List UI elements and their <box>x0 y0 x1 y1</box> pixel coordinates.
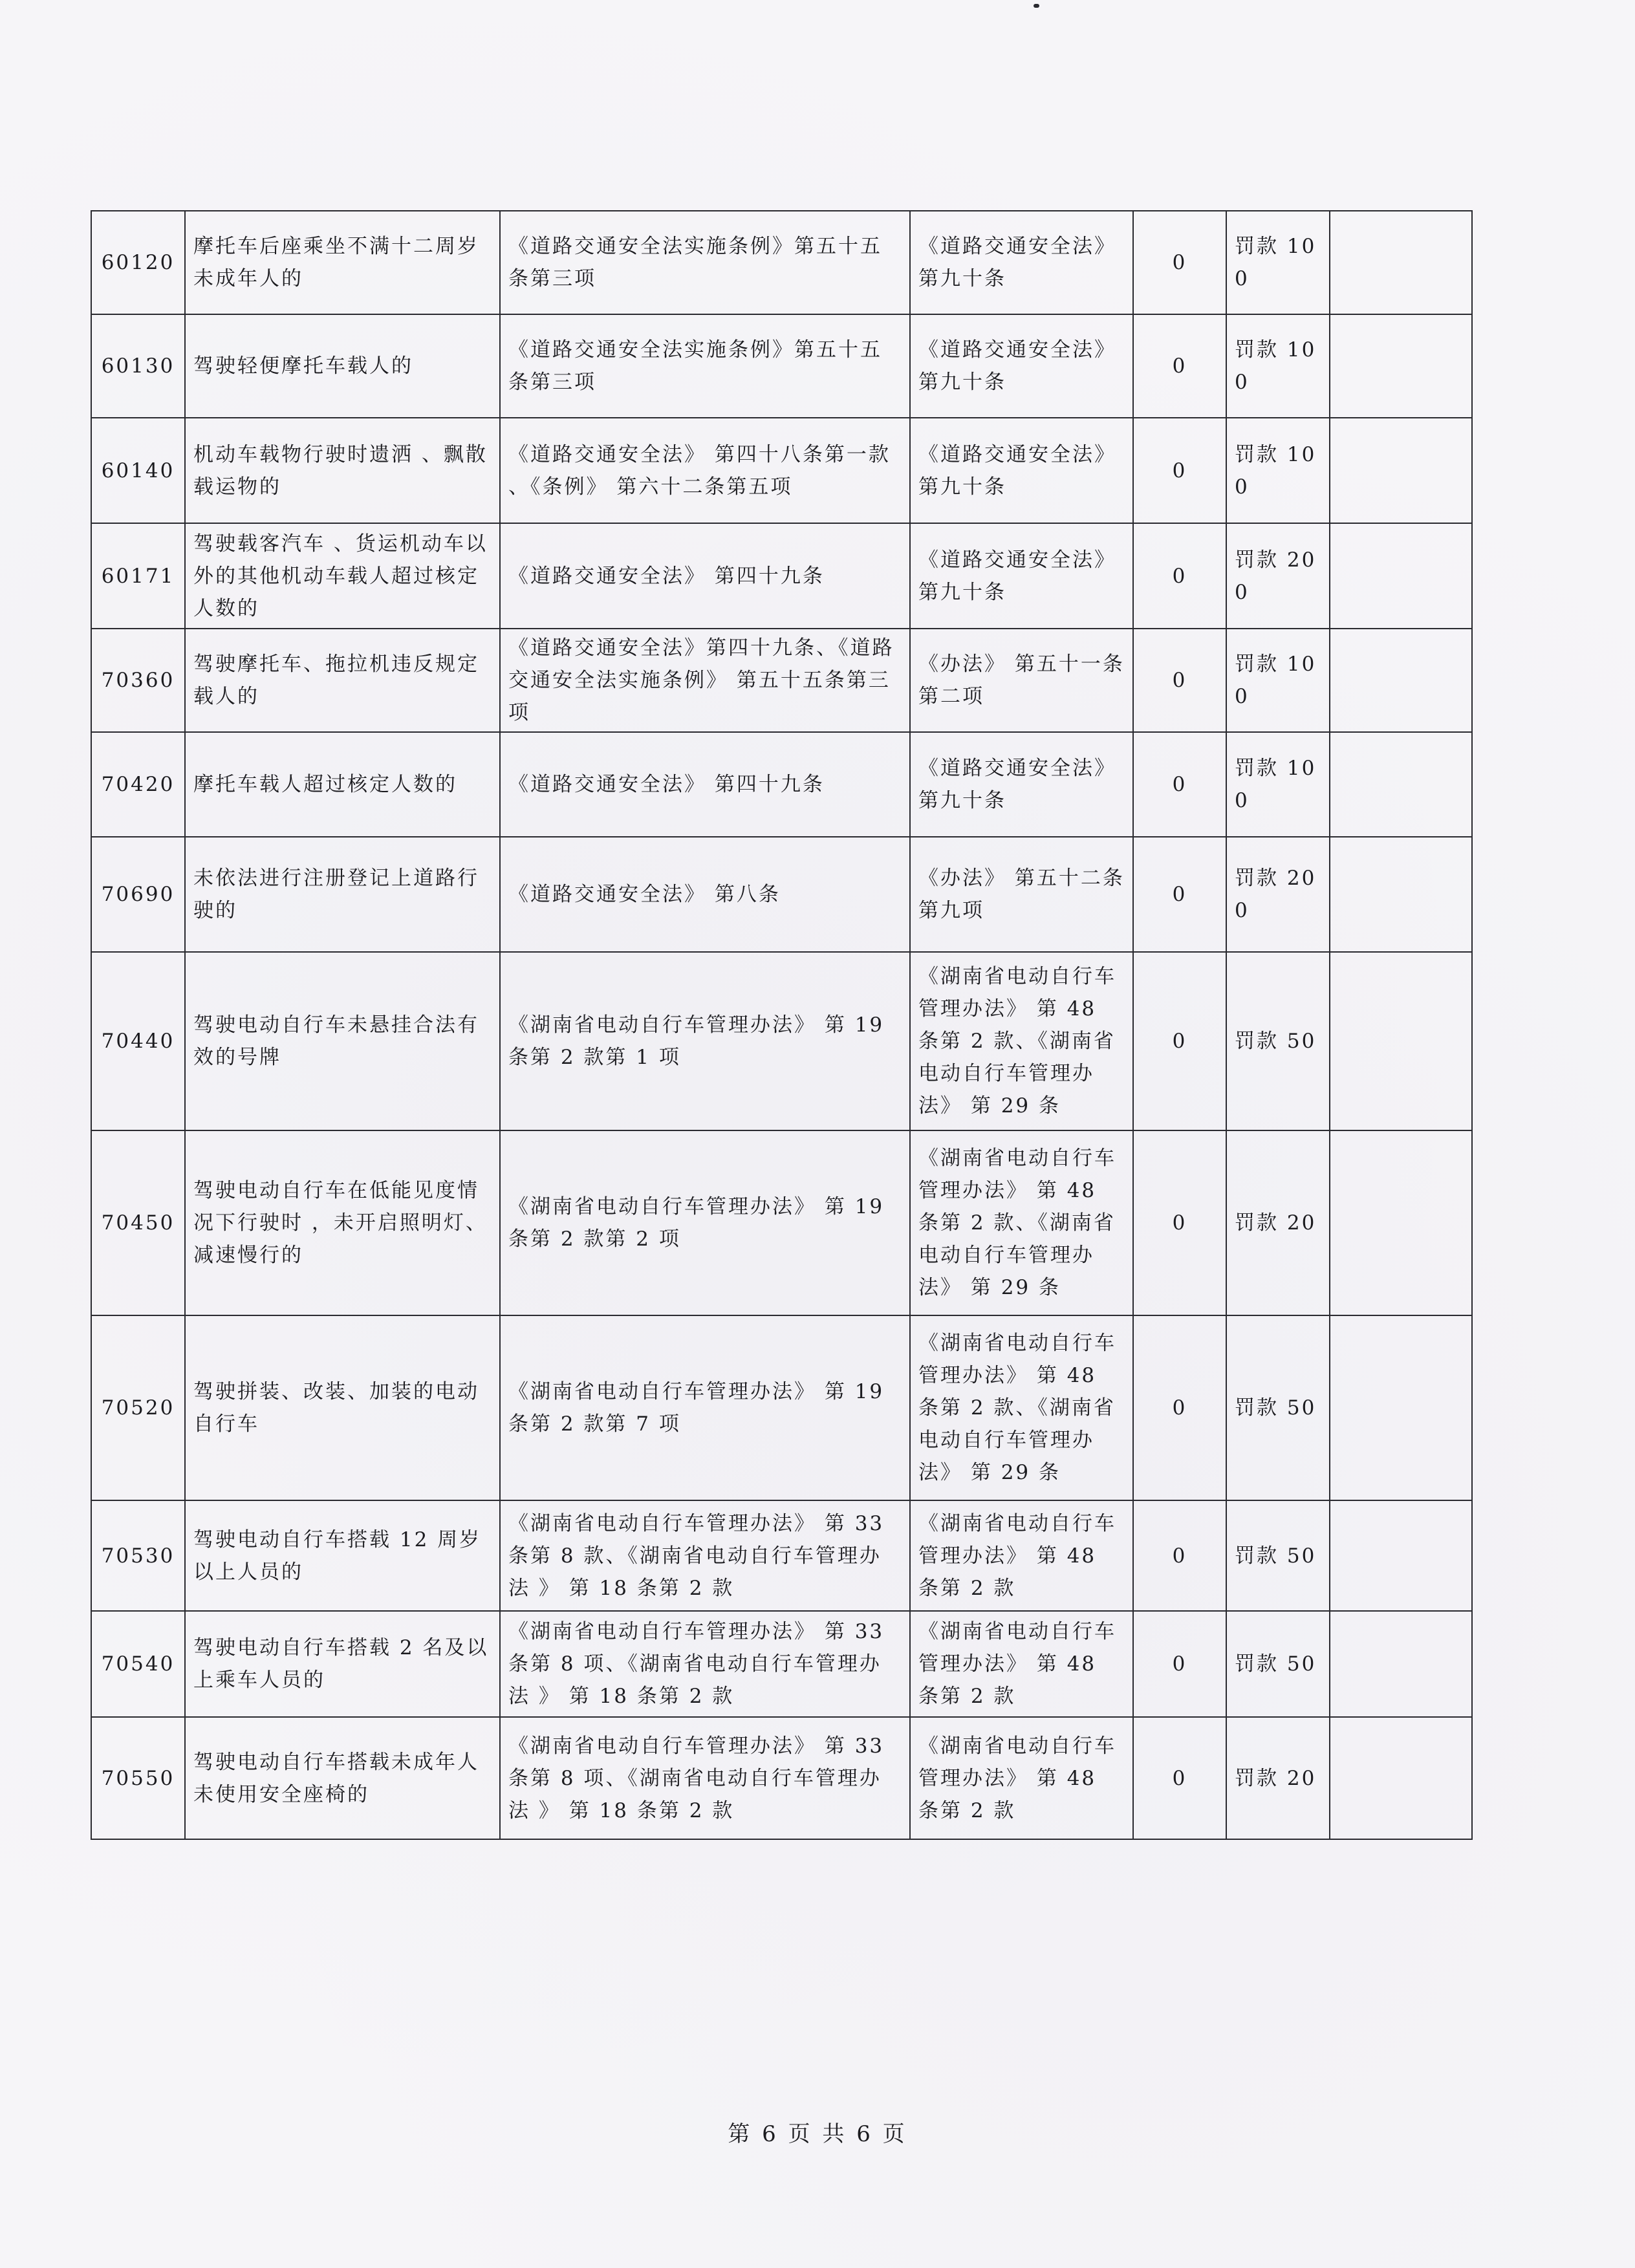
fine-amount: 罚款 200 <box>1226 523 1330 629</box>
violation-basis: 《湖南省电动自行车管理办法》 第 19 条第 2 款第 2 项 <box>500 1130 910 1315</box>
violation-code: 60171 <box>91 523 185 629</box>
fine-amount: 罚款 20 <box>1226 1130 1330 1315</box>
fine-amount: 罚款 50 <box>1226 1500 1330 1611</box>
violation-code: 60130 <box>91 314 185 418</box>
penalty-basis: 《湖南省电动自行车管理办法》 第 48 条第 2 款、《湖南省电动自行车管理办法》 第 29 条 <box>910 1315 1133 1500</box>
violation-basis: 《道路交通安全法》 第四十九条 <box>500 523 910 629</box>
violation-basis: 《湖南省电动自行车管理办法》 第 33 条第 8 项、《湖南省电动自行车管理办法 》 第 18 条第 2 款 <box>500 1717 910 1839</box>
penalty-basis: 《湖南省电动自行车管理办法》 第 48 条第 2 款 <box>910 1500 1133 1611</box>
table-row <box>91 1130 1472 1315</box>
violation-description: 机动车载物行驶时遗洒 、飘散载运物的 <box>185 418 500 523</box>
table-row <box>91 1611 1472 1717</box>
violation-description: 驾驶摩托车、拖拉机违反规定载人的 <box>185 629 500 732</box>
violation-description: 驾驶拼装、改装、加装的电动自行车 <box>185 1315 500 1500</box>
penalty-points: 0 <box>1133 1717 1226 1839</box>
table-row <box>91 1500 1472 1611</box>
fine-amount: 罚款 20 <box>1226 1717 1330 1839</box>
violation-code: 60120 <box>91 211 185 314</box>
remark-cell <box>1330 314 1472 418</box>
penalty-points: 0 <box>1133 523 1226 629</box>
penalty-points: 0 <box>1133 837 1226 952</box>
violation-code: 70540 <box>91 1611 185 1717</box>
remark-cell <box>1330 523 1472 629</box>
fine-amount: 罚款 50 <box>1226 1315 1330 1500</box>
penalty-basis: 《湖南省电动自行车管理办法》 第 48 条第 2 款 <box>910 1611 1133 1717</box>
table-row <box>91 732 1472 837</box>
fine-amount: 罚款 100 <box>1226 732 1330 837</box>
penalty-points: 0 <box>1133 952 1226 1130</box>
fine-amount: 罚款 50 <box>1226 1611 1330 1717</box>
table-row <box>91 952 1472 1130</box>
violation-basis: 《湖南省电动自行车管理办法》 第 33 条第 8 款、《湖南省电动自行车管理办法 》 第 18 条第 2 款 <box>500 1500 910 1611</box>
remark-cell <box>1330 732 1472 837</box>
violation-description: 摩托车载人超过核定人数的 <box>185 732 500 837</box>
fine-amount: 罚款 100 <box>1226 211 1330 314</box>
fine-amount: 罚款 50 <box>1226 952 1330 1130</box>
penalty-points: 0 <box>1133 211 1226 314</box>
violation-basis: 《道路交通安全法实施条例》第五十五条第三项 <box>500 314 910 418</box>
scan-speck-mark <box>1034 4 1039 8</box>
violation-description: 未依法进行注册登记上道路行驶的 <box>185 837 500 952</box>
fine-amount: 罚款 100 <box>1226 418 1330 523</box>
penalty-basis: 《道路交通安全法》第九十条 <box>910 418 1133 523</box>
table-row <box>91 418 1472 523</box>
violation-basis: 《湖南省电动自行车管理办法》 第 33 条第 8 项、《湖南省电动自行车管理办法 》 第 18 条第 2 款 <box>500 1611 910 1717</box>
violation-code: 70450 <box>91 1130 185 1315</box>
penalty-basis: 《道路交通安全法》第九十条 <box>910 732 1133 837</box>
penalty-points: 0 <box>1133 1500 1226 1611</box>
table-row <box>91 314 1472 418</box>
violation-basis: 《道路交通安全法》 第八条 <box>500 837 910 952</box>
violation-description: 驾驶电动自行车未悬挂合法有效的号牌 <box>185 952 500 1130</box>
violation-table <box>91 210 1473 1840</box>
penalty-points: 0 <box>1133 418 1226 523</box>
violation-code: 70530 <box>91 1500 185 1611</box>
penalty-points: 0 <box>1133 629 1226 732</box>
remark-cell <box>1330 1611 1472 1717</box>
violation-code: 70520 <box>91 1315 185 1500</box>
violation-description: 驾驶电动自行车搭载未成年人未使用安全座椅的 <box>185 1717 500 1839</box>
penalty-basis: 《道路交通安全法》第九十条 <box>910 314 1133 418</box>
remark-cell <box>1330 837 1472 952</box>
remark-cell <box>1330 211 1472 314</box>
violation-code: 70420 <box>91 732 185 837</box>
violation-basis: 《湖南省电动自行车管理办法》 第 19 条第 2 款第 1 项 <box>500 952 910 1130</box>
table-row <box>91 837 1472 952</box>
penalty-points: 0 <box>1133 732 1226 837</box>
remark-cell <box>1330 1717 1472 1839</box>
violation-basis: 《道路交通安全法》第四十九条、《道路交通安全法实施条例》 第五十五条第三项 <box>500 629 910 732</box>
penalty-basis: 《道路交通安全法》第九十条 <box>910 523 1133 629</box>
remark-cell <box>1330 1500 1472 1611</box>
remark-cell <box>1330 629 1472 732</box>
remark-cell <box>1330 418 1472 523</box>
penalty-points: 0 <box>1133 1611 1226 1717</box>
penalty-points: 0 <box>1133 1130 1226 1315</box>
fine-amount: 罚款 100 <box>1226 314 1330 418</box>
violation-description: 摩托车后座乘坐不满十二周岁未成年人的 <box>185 211 500 314</box>
remark-cell <box>1330 952 1472 1130</box>
remark-cell <box>1330 1315 1472 1500</box>
violation-description: 驾驶电动自行车搭载 2 名及以上乘车人员的 <box>185 1611 500 1717</box>
table-row <box>91 523 1472 629</box>
penalty-points: 0 <box>1133 1315 1226 1500</box>
penalty-basis: 《办法》 第五十一条第二项 <box>910 629 1133 732</box>
violation-basis: 《道路交通安全法》 第四十九条 <box>500 732 910 837</box>
penalty-basis: 《办法》 第五十二条第九项 <box>910 837 1133 952</box>
remark-cell <box>1330 1130 1472 1315</box>
page-number-footer: 第 6 页 共 6 页 <box>728 2121 907 2147</box>
fine-amount: 罚款 100 <box>1226 629 1330 732</box>
violation-code: 70360 <box>91 629 185 732</box>
violation-description: 驾驶电动自行车搭载 12 周岁以上人员的 <box>185 1500 500 1611</box>
penalty-points: 0 <box>1133 314 1226 418</box>
violation-basis: 《道路交通安全法》 第四十八条第一款 、《条例》 第六十二条第五项 <box>500 418 910 523</box>
violation-basis: 《湖南省电动自行车管理办法》 第 19 条第 2 款第 7 项 <box>500 1315 910 1500</box>
violation-description: 驾驶载客汽车 、货运机动车以外的其他机动车载人超过核定人数的 <box>185 523 500 629</box>
violation-description: 驾驶轻便摩托车载人的 <box>185 314 500 418</box>
penalty-basis: 《湖南省电动自行车管理办法》 第 48 条第 2 款、《湖南省电动自行车管理办法》 第 29 条 <box>910 1130 1133 1315</box>
violation-code: 70690 <box>91 837 185 952</box>
penalty-basis: 《道路交通安全法》第九十条 <box>910 211 1133 314</box>
penalty-basis: 《湖南省电动自行车管理办法》 第 48 条第 2 款、《湖南省电动自行车管理办法》 第 29 条 <box>910 952 1133 1130</box>
violation-description: 驾驶电动自行车在低能见度情况下行驶时 ，未开启照明灯、 减速慢行的 <box>185 1130 500 1315</box>
fine-amount: 罚款 200 <box>1226 837 1330 952</box>
table-row <box>91 1315 1472 1500</box>
table-row <box>91 211 1472 314</box>
penalty-basis: 《湖南省电动自行车管理办法》 第 48 条第 2 款 <box>910 1717 1133 1839</box>
violation-basis: 《道路交通安全法实施条例》第五十五条第三项 <box>500 211 910 314</box>
violation-code: 70550 <box>91 1717 185 1839</box>
table-row <box>91 1717 1472 1839</box>
violation-code: 70440 <box>91 952 185 1130</box>
violation-code: 60140 <box>91 418 185 523</box>
table-row <box>91 629 1472 732</box>
